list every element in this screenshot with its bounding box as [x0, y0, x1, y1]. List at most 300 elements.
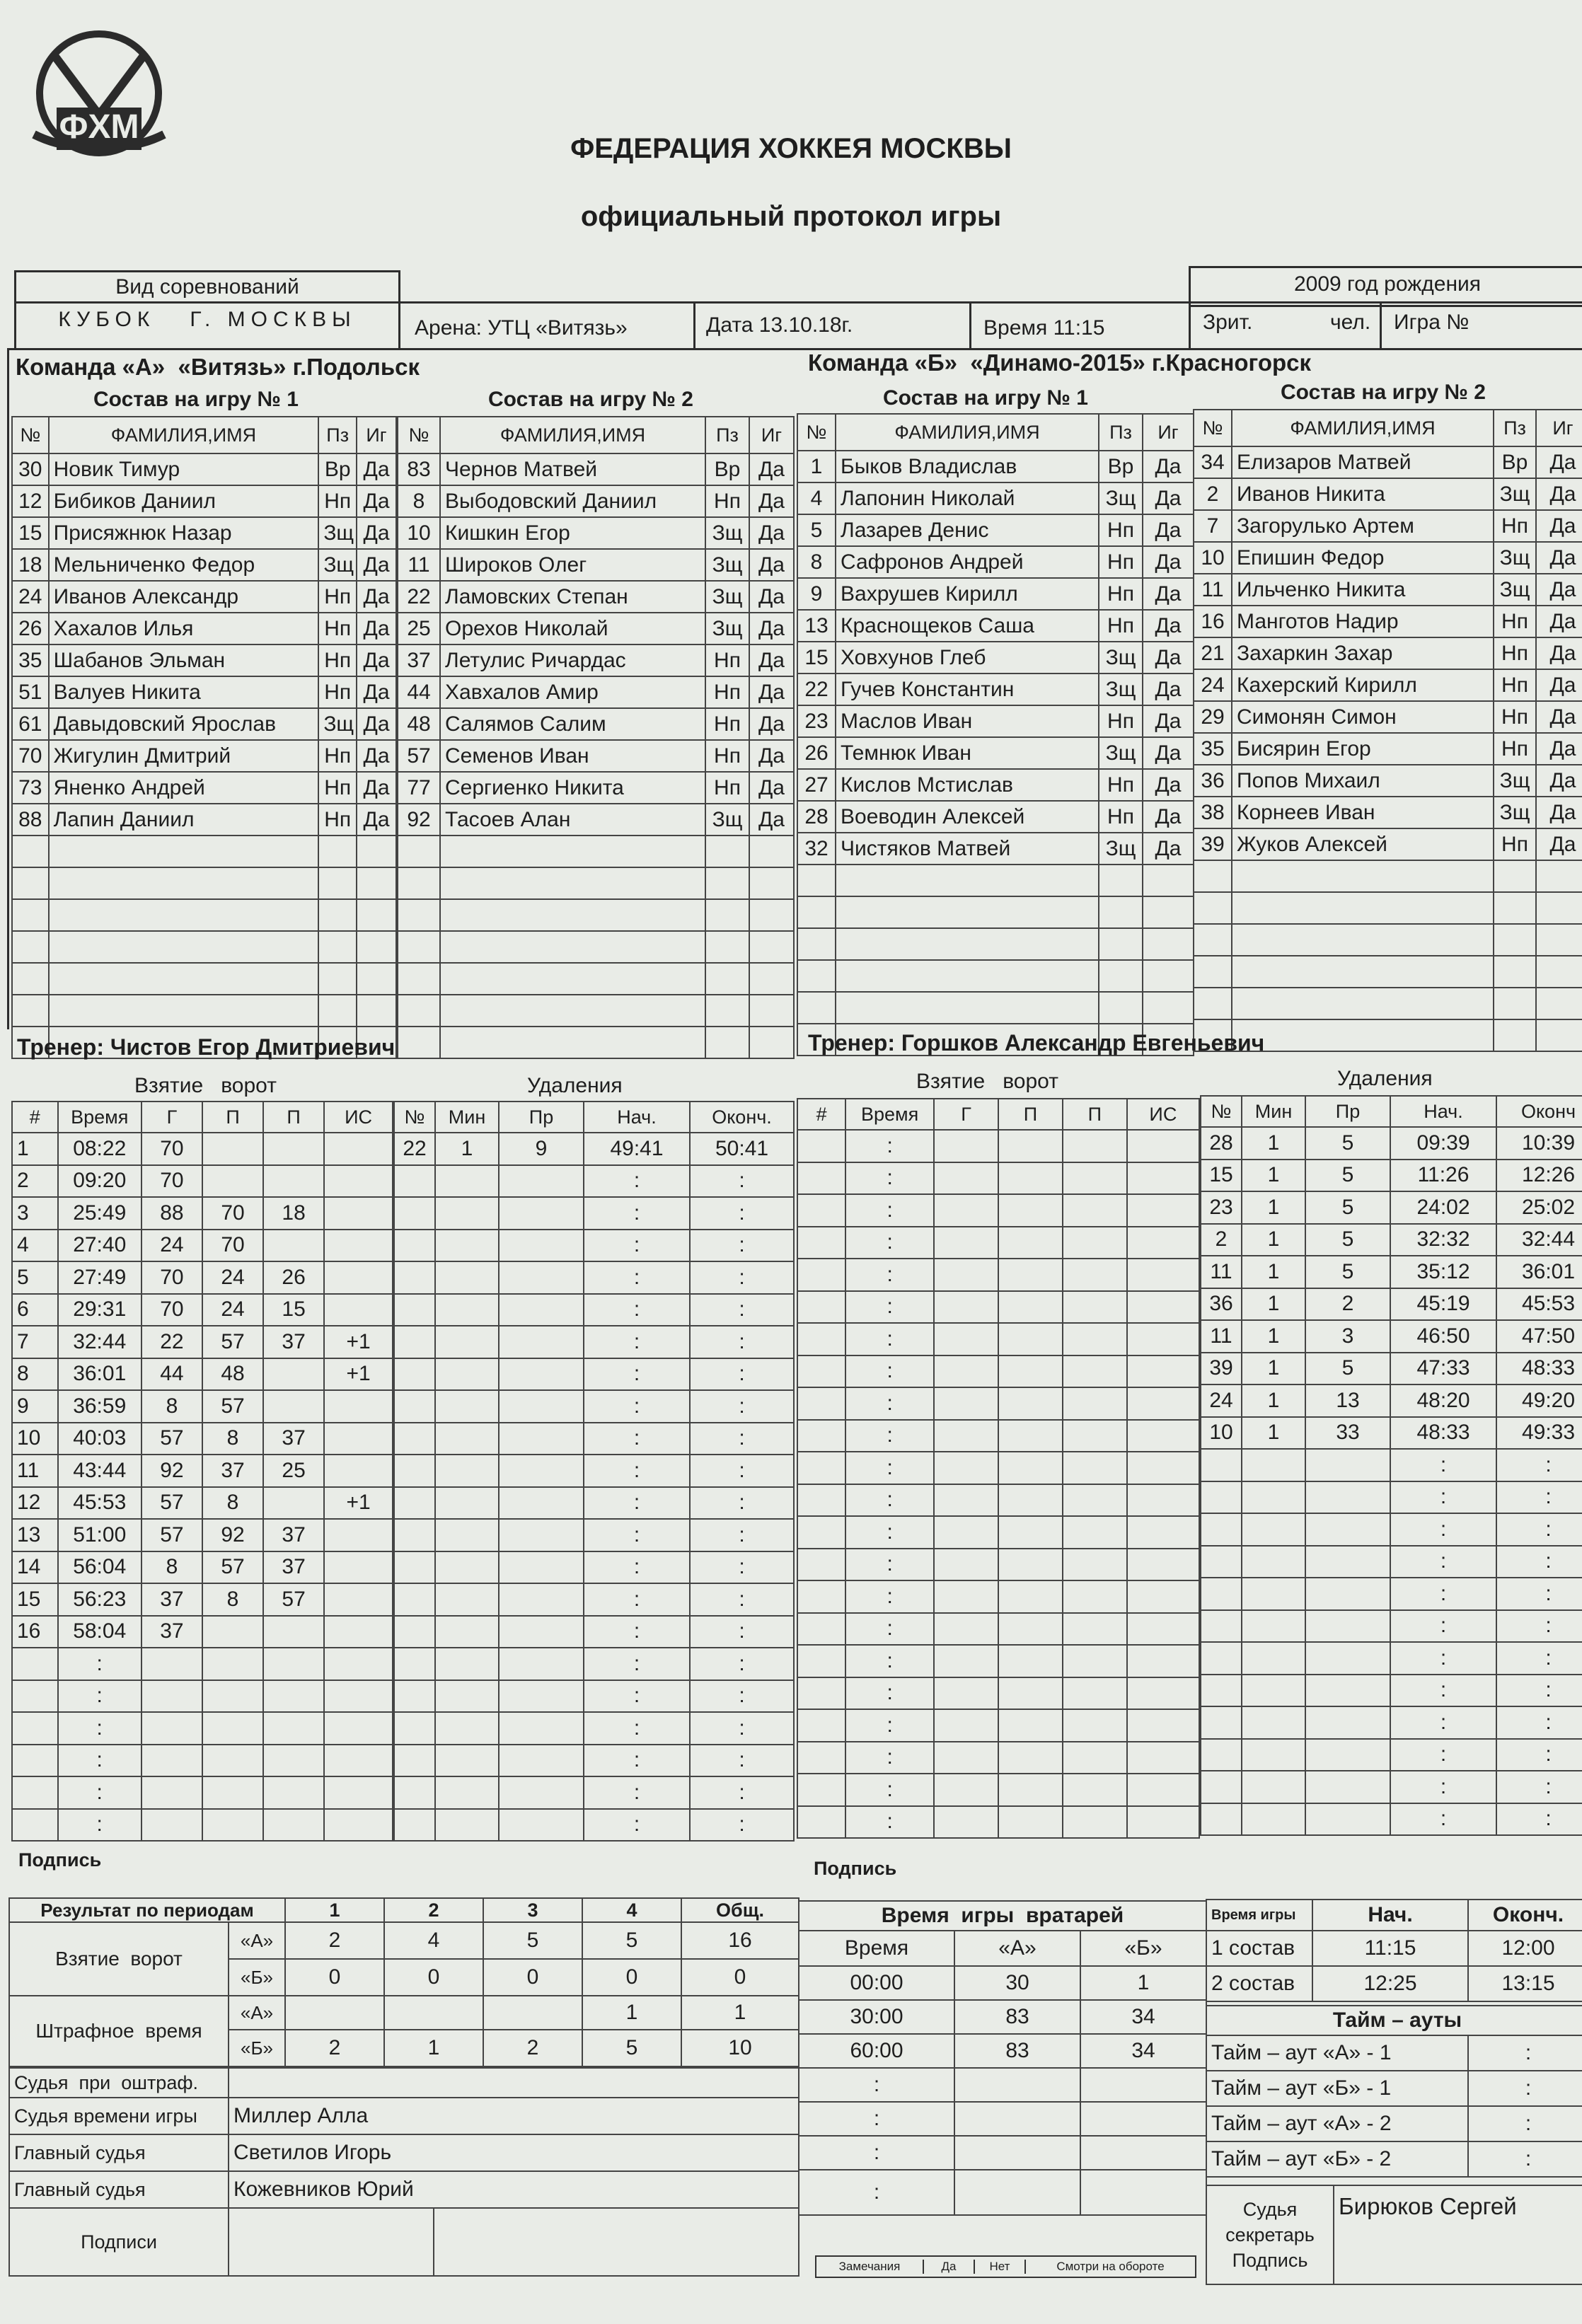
empty-goal-number	[12, 1745, 58, 1777]
player-played: Да	[1143, 610, 1194, 642]
empty-number	[797, 928, 836, 960]
player-position: Нп	[705, 772, 749, 804]
empty-position	[705, 995, 749, 1027]
player-position: Нп	[318, 740, 357, 772]
empty-played	[1536, 924, 1582, 956]
periods-penalty-label: Штрафное время	[9, 1996, 229, 2066]
empty-minutes	[435, 1680, 499, 1713]
roster-row	[797, 578, 1194, 610]
penalty-end-header: Оконч	[1496, 1096, 1582, 1127]
empty-player	[394, 1487, 435, 1520]
goal-strength	[324, 1133, 393, 1165]
penalty-player: 28	[1201, 1127, 1242, 1160]
empty-assist-1	[998, 1709, 1063, 1742]
empty-goal-time: :	[845, 1613, 934, 1646]
roster-row	[398, 963, 794, 995]
penalty-minutes: 1	[1242, 1256, 1305, 1288]
main-judge-2: Кожевников Юрий	[229, 2171, 799, 2208]
goal-time: 09:20	[58, 1165, 142, 1198]
roster-row	[12, 581, 396, 613]
empty-reason	[1305, 1610, 1390, 1643]
secretary-label-1: Судья	[1242, 2199, 1298, 2220]
player-number: 24	[1194, 669, 1232, 701]
player-played: Да	[749, 485, 794, 517]
penalty-minutes: 1	[1242, 1417, 1305, 1450]
penalty-reason: 9	[499, 1133, 584, 1165]
roster-row	[797, 642, 1194, 674]
penalty-minutes: 1	[1242, 1224, 1305, 1256]
penalty-row	[394, 1680, 794, 1713]
roster-row	[12, 867, 396, 899]
penalty-player: 24	[1201, 1384, 1242, 1417]
empty-reason	[499, 1197, 584, 1230]
goal-strength	[324, 1583, 393, 1616]
empty-player	[394, 1519, 435, 1551]
player-number: 70	[12, 740, 49, 772]
goal-assist-2	[263, 1358, 324, 1391]
player-name: Лапонин Николай	[836, 482, 1099, 514]
roster-row	[12, 549, 396, 581]
team-b-roster-2	[1193, 409, 1582, 1052]
goal-assist-1	[202, 1165, 263, 1198]
empty-goal-number	[797, 1677, 845, 1710]
penalty-row	[1201, 1191, 1582, 1224]
game-time-start-header: Нач.	[1312, 1900, 1468, 1931]
empty-strength	[324, 1809, 393, 1842]
goal-row	[797, 1420, 1199, 1452]
player-number: 10	[1194, 542, 1232, 574]
empty-played	[1536, 988, 1582, 1019]
empty-end: :	[1496, 1706, 1582, 1739]
goal-time: 08:22	[58, 1133, 142, 1165]
player-played: Да	[1143, 514, 1194, 546]
player-number: 28	[797, 801, 836, 833]
player-number: 36	[1194, 765, 1232, 797]
goal-strength-header: ИС	[1127, 1099, 1199, 1130]
empty-start: :	[1390, 1449, 1496, 1481]
goal-time: 45:53	[58, 1487, 142, 1520]
player-played: Да	[357, 708, 396, 740]
penalty-row	[394, 1358, 794, 1391]
goalie-time: 30:00	[799, 2000, 954, 2034]
roster-row	[1194, 669, 1582, 701]
empty-player	[394, 1230, 435, 1262]
birth-year: 2009 год рождения	[1293, 272, 1482, 296]
roster-row	[1194, 956, 1582, 988]
player-number: 92	[398, 804, 440, 836]
periods-team-b-mark-2: «Б»	[229, 2030, 285, 2066]
penalty-minutes: 1	[1242, 1353, 1305, 1385]
empty-scorer	[934, 1580, 998, 1613]
player-number: 11	[1194, 574, 1232, 606]
col-name-header: ФАМИЛИЯ,ИМЯ	[1232, 410, 1494, 446]
penalty-minutes: 1	[1242, 1384, 1305, 1417]
roster-row	[1194, 988, 1582, 1019]
goal-row	[797, 1516, 1199, 1549]
signature-cell-1	[229, 2208, 434, 2276]
player-position: Нп	[705, 644, 749, 676]
player-position: Нп	[1099, 610, 1143, 642]
empty-end: :	[1496, 1771, 1582, 1803]
empty-goal-number	[797, 1130, 845, 1162]
penalty-reason: 5	[1305, 1353, 1390, 1385]
empty-end: :	[1496, 1449, 1582, 1481]
empty-assist-1	[998, 1484, 1063, 1517]
player-name: Лазарев Денис	[836, 514, 1099, 546]
goal-row	[797, 1549, 1199, 1581]
empty-player	[394, 1745, 435, 1777]
empty-goal-number	[797, 1580, 845, 1613]
roster-row	[1194, 574, 1582, 606]
goal-row	[12, 1648, 393, 1680]
roster-row	[398, 995, 794, 1027]
penalty-start: 49:41	[584, 1133, 690, 1165]
empty-assist-2	[1063, 1645, 1127, 1677]
empty-position	[1494, 988, 1536, 1019]
remarks-no[interactable]: Нет	[975, 2260, 1026, 2274]
empty-assist-1	[202, 1680, 263, 1713]
penalty-row	[394, 1487, 794, 1520]
empty-minutes	[435, 1390, 499, 1423]
penalty-judge	[229, 2068, 799, 2098]
goal-number: 4	[12, 1230, 58, 1262]
player-position: Зщ	[705, 581, 749, 613]
empty-start: :	[584, 1326, 690, 1358]
empty-player	[394, 1551, 435, 1584]
empty-assist-2	[263, 1745, 324, 1777]
goal-num-header: #	[12, 1102, 58, 1133]
squad-label: 2 состав	[1206, 1966, 1312, 2001]
penalty-end: 48:33	[1496, 1353, 1582, 1385]
goal-assist-2	[263, 1133, 324, 1165]
goal-assist-1: 57	[202, 1326, 263, 1358]
empty-player	[394, 1294, 435, 1326]
player-name: Бибиков Даниил	[49, 485, 319, 517]
col-name-header: ФАМИЛИЯ,ИМЯ	[49, 417, 319, 453]
empty-reason	[499, 1745, 584, 1777]
player-played: Да	[357, 549, 396, 581]
goal-strength	[324, 1230, 393, 1262]
empty-position	[1494, 892, 1536, 924]
empty-position	[1494, 924, 1536, 956]
penalty-player: 2	[1201, 1224, 1242, 1256]
col-number-header: №	[797, 414, 836, 451]
player-number: 24	[12, 581, 49, 613]
team-a-roster-2	[397, 416, 795, 1059]
team-b-goals-table	[797, 1098, 1200, 1839]
goal-number: 7	[12, 1326, 58, 1358]
empty-strength	[1127, 1452, 1199, 1484]
penalty-num-header: №	[394, 1102, 435, 1133]
goal-row	[797, 1194, 1199, 1227]
team-b-signature-label: Подпись	[814, 1858, 897, 1879]
goal-assist-2: 37	[263, 1326, 324, 1358]
goal-assist-2	[263, 1165, 324, 1198]
penalty-reason: 2	[1305, 1288, 1390, 1321]
empty-goal-time: :	[845, 1484, 934, 1517]
penalty-start: 46:50	[1390, 1320, 1496, 1353]
goalie-time: 00:00	[799, 1966, 954, 2000]
player-number: 30	[12, 453, 49, 485]
player-played: Да	[1536, 446, 1582, 478]
player-position: Вр	[705, 453, 749, 485]
empty-player	[1201, 1610, 1242, 1643]
empty-name	[836, 960, 1099, 992]
player-played: Да	[1143, 705, 1194, 737]
roster-row	[797, 896, 1194, 928]
player-played: Да	[357, 644, 396, 676]
empty-strength	[1127, 1580, 1199, 1613]
player-position: Зщ	[705, 517, 749, 549]
empty-start: :	[584, 1776, 690, 1809]
roster-row	[797, 960, 1194, 992]
empty-goal-time: :	[58, 1680, 142, 1713]
penalty-player: 39	[1201, 1353, 1242, 1385]
timeout-time: :	[1468, 2071, 1582, 2106]
player-position: Зщ	[1099, 482, 1143, 514]
penalty-end: 47:50	[1496, 1320, 1582, 1353]
penalty-row	[394, 1390, 794, 1423]
penalty-row	[394, 1551, 794, 1584]
goal-scorer: 24	[142, 1230, 202, 1262]
empty-end: :	[690, 1648, 794, 1680]
empty-goal-time: :	[845, 1645, 934, 1677]
player-name: Сафронов Андрей	[836, 546, 1099, 578]
empty-minutes	[1242, 1803, 1305, 1836]
penalty-row	[1201, 1706, 1582, 1739]
goal-row	[797, 1645, 1199, 1677]
goal-assist-2: 37	[263, 1519, 324, 1551]
empty-goal-number	[797, 1194, 845, 1227]
goal-num-header: #	[797, 1099, 845, 1130]
empty-assist-2	[1063, 1194, 1127, 1227]
empty-player	[394, 1455, 435, 1487]
roster-row	[797, 833, 1194, 865]
empty-strength	[324, 1712, 393, 1745]
roster-row	[1194, 478, 1582, 510]
player-played: Да	[1143, 482, 1194, 514]
player-number: 35	[12, 644, 49, 676]
empty-end: :	[690, 1519, 794, 1551]
goal-row	[797, 1259, 1199, 1291]
empty-strength	[324, 1776, 393, 1809]
squad-start: 11:15	[1312, 1931, 1468, 1966]
period-results-table	[8, 1897, 799, 2067]
player-name: Хахалов Илья	[49, 613, 319, 644]
penalty-reason: 5	[1305, 1256, 1390, 1288]
team-a-penalties-title: Удаления	[527, 1074, 623, 1097]
penalty-row	[394, 1133, 794, 1165]
goal-number: 2	[12, 1165, 58, 1198]
start-time: Время 11:15	[983, 316, 1105, 340]
penalty-row	[1201, 1256, 1582, 1288]
penalty-start: 24:02	[1390, 1191, 1496, 1224]
goalie-empty-time: :	[799, 2170, 954, 2215]
empty-assist-2	[1063, 1516, 1127, 1549]
goal-assist-2: 25	[263, 1455, 324, 1487]
goal-number: 5	[12, 1261, 58, 1294]
empty-scorer	[142, 1648, 202, 1680]
competition-label: Вид соревнований	[115, 275, 299, 299]
player-position: Нп	[705, 708, 749, 740]
goal-number: 10	[12, 1423, 58, 1455]
empty-position	[318, 836, 357, 867]
goal-assist2-header: П	[1063, 1099, 1127, 1130]
empty-position	[318, 899, 357, 931]
empty-assist-2	[1063, 1452, 1127, 1484]
roster-row	[398, 1027, 794, 1058]
penalty-row	[394, 1745, 794, 1777]
empty-minutes	[435, 1326, 499, 1358]
secretary-table	[1206, 2185, 1582, 2285]
empty-player	[394, 1712, 435, 1745]
empty-goal-time: :	[845, 1516, 934, 1549]
team-a-roster1-title: Состав на игру № 1	[93, 388, 299, 411]
empty-minutes	[1242, 1610, 1305, 1643]
player-number: 1	[797, 451, 836, 482]
empty-end: :	[690, 1230, 794, 1262]
empty-position	[1099, 896, 1143, 928]
goal-strength	[324, 1294, 393, 1326]
roster-row	[12, 931, 396, 963]
goal-assist-2	[263, 1616, 324, 1648]
empty-strength	[1127, 1162, 1199, 1195]
remarks-label: Замечания	[816, 2260, 924, 2274]
empty-assist-1	[998, 1162, 1063, 1195]
empty-played	[1143, 865, 1194, 896]
goal-time: 40:03	[58, 1423, 142, 1455]
remarks-yes[interactable]: Да	[924, 2260, 975, 2274]
goalie-empty-time: :	[799, 2068, 954, 2102]
penalty-row	[1201, 1642, 1582, 1675]
roster-row	[1194, 510, 1582, 542]
roster-row	[12, 995, 396, 1027]
penalty-row	[1201, 1353, 1582, 1385]
people-label: чел.	[1330, 311, 1371, 334]
team-b-coach: Тренер: Горшков Александр Евгеньевич	[808, 1030, 1265, 1056]
pen-a-p4: 1	[582, 1996, 681, 2030]
empty-name	[49, 963, 319, 995]
empty-reason	[499, 1648, 584, 1680]
goals-a-p2: 4	[384, 1922, 483, 1959]
empty-goal-time: :	[845, 1194, 934, 1227]
goalie-b-number: 34	[1080, 2000, 1206, 2034]
empty-start: :	[1390, 1706, 1496, 1739]
player-position: Вр	[1494, 446, 1536, 478]
empty-reason	[499, 1358, 584, 1391]
empty-reason	[1305, 1706, 1390, 1739]
empty-name	[836, 992, 1099, 1024]
goal-scorer: 70	[142, 1133, 202, 1165]
date: Дата 13.10.18г.	[706, 313, 853, 337]
empty-end: :	[690, 1197, 794, 1230]
empty-goal-time: :	[845, 1420, 934, 1452]
player-played: Да	[1536, 797, 1582, 828]
empty-scorer	[934, 1645, 998, 1677]
empty-name	[49, 995, 319, 1027]
empty-minutes	[1242, 1449, 1305, 1481]
empty-position	[705, 899, 749, 931]
secretary-label-2: секретарь	[1225, 2224, 1315, 2245]
game-time-label: Время игры	[1206, 1900, 1312, 1931]
empty-goal-number	[12, 1776, 58, 1809]
player-played: Да	[357, 581, 396, 613]
goal-number: 3	[12, 1197, 58, 1230]
player-number: 34	[1194, 446, 1232, 478]
empty-name	[440, 1027, 705, 1058]
empty-start: :	[584, 1455, 690, 1487]
empty-minutes	[435, 1165, 499, 1198]
team-a-signature-label: Подпись	[18, 1849, 102, 1871]
empty-reason	[499, 1776, 584, 1809]
empty-minutes	[1242, 1513, 1305, 1546]
pen-b-total: 10	[681, 2030, 799, 2066]
empty-end: :	[690, 1423, 794, 1455]
periods-title: Результат по периодам	[9, 1898, 285, 1922]
empty-played	[1536, 1019, 1582, 1051]
empty-goal-time: :	[845, 1227, 934, 1259]
empty-position	[705, 931, 749, 963]
empty-number	[1194, 860, 1232, 892]
player-position: Зщ	[1494, 478, 1536, 510]
empty-played	[749, 963, 794, 995]
penalty-row	[394, 1261, 794, 1294]
team-a-roster2-title: Состав на игру № 2	[488, 388, 693, 411]
player-name: Кишкин Егор	[440, 517, 705, 549]
player-played: Да	[1536, 637, 1582, 669]
empty-goal-time: :	[845, 1259, 934, 1291]
penalty-reason-header: Пр	[1305, 1096, 1390, 1127]
roster-row	[398, 836, 794, 867]
empty-start: :	[584, 1230, 690, 1262]
empty-assist-2	[1063, 1323, 1127, 1355]
empty-reason	[499, 1165, 584, 1198]
player-number: 9	[797, 578, 836, 610]
player-name: Ильченко Никита	[1232, 574, 1494, 606]
empty-assist-2	[1063, 1806, 1127, 1839]
empty-end: :	[1496, 1513, 1582, 1546]
goal-row	[12, 1519, 393, 1551]
player-position: Зщ	[705, 613, 749, 644]
empty-assist-1	[998, 1194, 1063, 1227]
empty-end: :	[1496, 1546, 1582, 1578]
player-name: Хавхалов Амир	[440, 676, 705, 708]
player-position: Нп	[705, 485, 749, 517]
empty-reason	[499, 1519, 584, 1551]
player-played: Да	[1143, 451, 1194, 482]
empty-strength	[1127, 1259, 1199, 1291]
player-position: Нп	[1494, 606, 1536, 637]
team-a-title: Команда «А» «Витязь» г.Подольск	[16, 354, 420, 380]
goal-assist-1: 8	[202, 1423, 263, 1455]
empty-assist-1	[998, 1742, 1063, 1774]
periods-team-a-mark: «А»	[229, 1922, 285, 1959]
goal-scorer: 88	[142, 1197, 202, 1230]
penalty-min-header: Мин	[435, 1102, 499, 1133]
empty-player	[394, 1423, 435, 1455]
goalies-b-header: «Б»	[1080, 1931, 1206, 1966]
penalty-row	[394, 1809, 794, 1842]
empty-assist-2	[1063, 1677, 1127, 1710]
goal-row	[797, 1709, 1199, 1742]
federation-title: ФЕДЕРАЦИЯ ХОККЕЯ МОСКВЫ	[570, 133, 1012, 164]
empty-strength	[324, 1745, 393, 1777]
empty-start: :	[1390, 1739, 1496, 1771]
team-a-roster-1	[11, 416, 397, 1059]
goal-assist1-header: П	[998, 1099, 1063, 1130]
roster-row	[398, 453, 794, 485]
empty-reason	[499, 1294, 584, 1326]
